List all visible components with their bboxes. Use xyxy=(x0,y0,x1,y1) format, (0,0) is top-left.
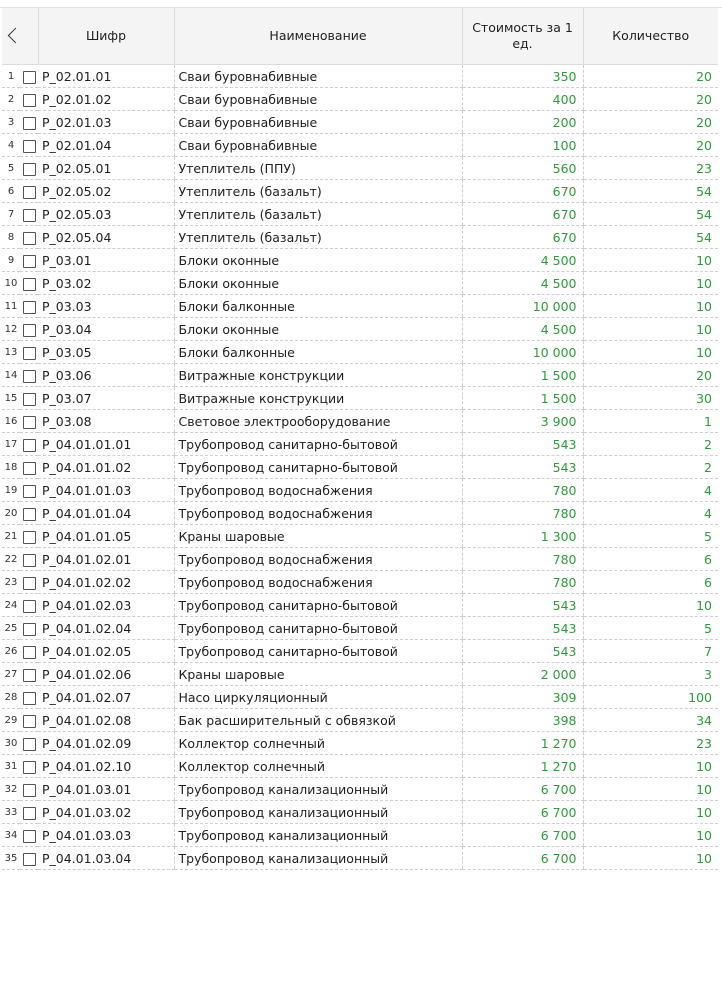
row-number: 17 xyxy=(2,433,20,456)
table-row[interactable] xyxy=(2,410,718,433)
cell-qty[interactable]: 100 xyxy=(583,686,718,709)
row-number: 12 xyxy=(2,318,20,341)
cell-code[interactable]: P_03.07 xyxy=(38,387,174,410)
row-number: 19 xyxy=(2,479,20,502)
cell-code[interactable]: P_04.01.02.09 xyxy=(38,732,174,755)
table-row[interactable] xyxy=(2,134,718,157)
row-number: 3 xyxy=(2,111,20,134)
cell-code[interactable]: P_03.06 xyxy=(38,364,174,387)
cell-price[interactable]: 400 xyxy=(462,88,583,111)
row-checkbox[interactable] xyxy=(23,600,36,613)
row-checkbox[interactable] xyxy=(23,370,36,383)
row-number: 15 xyxy=(2,387,20,410)
cell-qty[interactable]: 23 xyxy=(583,732,718,755)
table-row[interactable] xyxy=(2,226,718,249)
row-checkbox-cell[interactable] xyxy=(20,111,38,134)
cell-name[interactable]: Утеплитель (базальт) xyxy=(174,226,462,249)
table-row[interactable] xyxy=(2,157,718,180)
cell-code[interactable]: P_04.01.02.08 xyxy=(38,709,174,732)
cell-code[interactable]: P_04.01.01.01 xyxy=(38,433,174,456)
cell-code[interactable]: P_02.01.03 xyxy=(38,111,174,134)
row-checkbox-cell[interactable] xyxy=(20,272,38,295)
row-checkbox[interactable] xyxy=(23,140,36,153)
estimate-table xyxy=(2,8,718,870)
cell-name[interactable]: Трубопровод водоснабжения xyxy=(174,571,462,594)
row-number: 23 xyxy=(2,571,20,594)
table-row[interactable] xyxy=(2,640,718,663)
header-name[interactable]: Наименование xyxy=(174,8,462,65)
row-checkbox[interactable] xyxy=(23,485,36,498)
cell-name[interactable]: Световое электрооборудование xyxy=(174,410,462,433)
cell-price[interactable]: 780 xyxy=(462,502,583,525)
cell-qty[interactable]: 54 xyxy=(583,226,718,249)
cell-price[interactable]: 6 700 xyxy=(462,847,583,870)
cell-name[interactable]: Витражные конструкции xyxy=(174,364,462,387)
cell-qty[interactable]: 2 xyxy=(583,433,718,456)
cell-qty[interactable]: 54 xyxy=(583,203,718,226)
table-row[interactable] xyxy=(2,111,718,134)
cell-name[interactable]: Трубопровод канализационный xyxy=(174,824,462,847)
cell-qty[interactable]: 5 xyxy=(583,525,718,548)
cell-name[interactable]: Коллектор солнечный xyxy=(174,732,462,755)
cell-code[interactable]: P_04.01.02.06 xyxy=(38,663,174,686)
row-checkbox[interactable] xyxy=(23,278,36,291)
cell-qty[interactable]: 20 xyxy=(583,134,718,157)
cell-qty[interactable]: 6 xyxy=(583,548,718,571)
row-checkbox[interactable] xyxy=(23,692,36,705)
row-number: 21 xyxy=(2,525,20,548)
cell-price[interactable]: 780 xyxy=(462,479,583,502)
table-row[interactable] xyxy=(2,295,718,318)
row-number: 14 xyxy=(2,364,20,387)
row-number: 35 xyxy=(2,847,20,870)
row-number: 4 xyxy=(2,134,20,157)
cell-qty[interactable]: 34 xyxy=(583,709,718,732)
row-checkbox-cell[interactable] xyxy=(20,479,38,502)
cell-price[interactable]: 6 700 xyxy=(462,801,583,824)
cell-code[interactable]: P_04.01.01.05 xyxy=(38,525,174,548)
row-checkbox[interactable] xyxy=(23,163,36,176)
table-row[interactable] xyxy=(2,594,718,617)
cell-name[interactable]: Трубопровод канализационный xyxy=(174,778,462,801)
cell-price[interactable]: 1 300 xyxy=(462,525,583,548)
row-checkbox-cell[interactable] xyxy=(20,65,38,88)
row-checkbox[interactable] xyxy=(23,94,36,107)
row-number: 16 xyxy=(2,410,20,433)
table-row[interactable] xyxy=(2,801,718,824)
row-checkbox[interactable] xyxy=(23,531,36,544)
cell-price[interactable]: 543 xyxy=(462,640,583,663)
cell-code[interactable]: P_04.01.02.05 xyxy=(38,640,174,663)
row-checkbox[interactable] xyxy=(23,71,36,84)
cell-name[interactable]: Трубопровод санитарно-бытовой xyxy=(174,433,462,456)
table-row[interactable] xyxy=(2,318,718,341)
cell-code[interactable]: P_02.05.01 xyxy=(38,157,174,180)
cell-name[interactable]: Витражные конструкции xyxy=(174,387,462,410)
cell-price[interactable]: 6 700 xyxy=(462,778,583,801)
table-row[interactable] xyxy=(2,686,718,709)
cell-price[interactable]: 6 700 xyxy=(462,824,583,847)
cell-code[interactable]: P_04.01.01.02 xyxy=(38,456,174,479)
cell-price[interactable]: 398 xyxy=(462,709,583,732)
cell-code[interactable]: P_03.01 xyxy=(38,249,174,272)
row-checkbox-cell[interactable] xyxy=(20,640,38,663)
cell-qty[interactable]: 5 xyxy=(583,617,718,640)
row-checkbox[interactable] xyxy=(23,186,36,199)
cell-name[interactable]: Трубопровод водоснабжения xyxy=(174,502,462,525)
cell-price[interactable]: 100 xyxy=(462,134,583,157)
table-row[interactable] xyxy=(2,571,718,594)
row-number: 8 xyxy=(2,226,20,249)
cell-code[interactable]: P_04.01.02.10 xyxy=(38,755,174,778)
cell-name[interactable]: Бак расширительный с обвязкой xyxy=(174,709,462,732)
cell-qty[interactable]: 10 xyxy=(583,778,718,801)
row-number: 6 xyxy=(2,180,20,203)
cell-price[interactable]: 350 xyxy=(462,65,583,88)
cell-code[interactable]: P_04.01.02.02 xyxy=(38,571,174,594)
cell-name[interactable]: Трубопровод санитарно-бытовой xyxy=(174,617,462,640)
cell-price[interactable]: 10 000 xyxy=(462,341,583,364)
header-price[interactable]: Стоимость за 1 ед. xyxy=(462,8,583,65)
row-checkbox-cell[interactable] xyxy=(20,387,38,410)
row-checkbox[interactable] xyxy=(23,853,36,866)
row-number: 10 xyxy=(2,272,20,295)
cell-name[interactable]: Сваи буровнабивные xyxy=(174,111,462,134)
chevron-left-icon[interactable] xyxy=(8,27,24,43)
row-number: 9 xyxy=(2,249,20,272)
cell-name[interactable]: Блоки оконные xyxy=(174,272,462,295)
cell-qty[interactable]: 6 xyxy=(583,571,718,594)
row-number: 13 xyxy=(2,341,20,364)
row-checkbox[interactable] xyxy=(23,347,36,360)
table-row[interactable] xyxy=(2,778,718,801)
row-checkbox-cell[interactable] xyxy=(20,433,38,456)
cell-name[interactable]: Трубопровод водоснабжения xyxy=(174,479,462,502)
cell-price[interactable]: 1 270 xyxy=(462,755,583,778)
cell-price[interactable]: 2 000 xyxy=(462,663,583,686)
row-checkbox-cell[interactable] xyxy=(20,732,38,755)
cell-price[interactable]: 543 xyxy=(462,433,583,456)
row-checkbox[interactable] xyxy=(23,738,36,751)
row-checkbox-cell[interactable] xyxy=(20,847,38,870)
cell-code[interactable]: P_04.01.02.04 xyxy=(38,617,174,640)
cell-price[interactable]: 560 xyxy=(462,157,583,180)
table-row[interactable] xyxy=(2,65,718,88)
row-number: 20 xyxy=(2,502,20,525)
cell-name[interactable]: Краны шаровые xyxy=(174,525,462,548)
row-checkbox[interactable] xyxy=(23,209,36,222)
row-checkbox-cell[interactable] xyxy=(20,801,38,824)
cell-qty[interactable]: 1 xyxy=(583,410,718,433)
cell-name[interactable]: Коллектор солнечный xyxy=(174,755,462,778)
cell-price[interactable]: 780 xyxy=(462,571,583,594)
cell-price[interactable]: 1 500 xyxy=(462,364,583,387)
cell-code[interactable]: P_04.01.02.07 xyxy=(38,686,174,709)
table-row[interactable] xyxy=(2,249,718,272)
cell-price[interactable]: 543 xyxy=(462,456,583,479)
table-row[interactable] xyxy=(2,502,718,525)
cell-code[interactable]: P_03.05 xyxy=(38,341,174,364)
row-checkbox-cell[interactable] xyxy=(20,571,38,594)
cell-price[interactable]: 670 xyxy=(462,226,583,249)
back-cell xyxy=(2,8,38,65)
table-row[interactable] xyxy=(2,847,718,870)
cell-code[interactable]: P_02.01.02 xyxy=(38,88,174,111)
row-checkbox[interactable] xyxy=(23,117,36,130)
cell-price[interactable]: 670 xyxy=(462,180,583,203)
row-checkbox-cell[interactable] xyxy=(20,456,38,479)
cell-price[interactable]: 4 500 xyxy=(462,318,583,341)
table-row[interactable] xyxy=(2,456,718,479)
row-number: 18 xyxy=(2,456,20,479)
cell-code[interactable]: P_03.02 xyxy=(38,272,174,295)
row-number: 2 xyxy=(2,88,20,111)
row-number: 28 xyxy=(2,686,20,709)
table-row[interactable] xyxy=(2,433,718,456)
row-number: 11 xyxy=(2,295,20,318)
cell-name[interactable]: Сваи буровнабивные xyxy=(174,65,462,88)
table-row[interactable] xyxy=(2,617,718,640)
row-number: 29 xyxy=(2,709,20,732)
cell-qty[interactable]: 10 xyxy=(583,755,718,778)
cell-name[interactable]: Блоки оконные xyxy=(174,318,462,341)
cell-code[interactable]: P_04.01.02.03 xyxy=(38,594,174,617)
row-checkbox-cell[interactable] xyxy=(20,88,38,111)
cell-code[interactable]: P_04.01.03.01 xyxy=(38,778,174,801)
row-number: 7 xyxy=(2,203,20,226)
cell-code[interactable]: P_04.01.01.04 xyxy=(38,502,174,525)
cell-code[interactable]: P_04.01.01.03 xyxy=(38,479,174,502)
cell-qty[interactable]: 20 xyxy=(583,111,718,134)
cell-qty[interactable]: 10 xyxy=(583,824,718,847)
row-checkbox[interactable] xyxy=(23,416,36,429)
row-checkbox-cell[interactable] xyxy=(20,249,38,272)
cell-price[interactable]: 4 500 xyxy=(462,249,583,272)
row-checkbox[interactable] xyxy=(23,623,36,636)
row-checkbox[interactable] xyxy=(23,646,36,659)
cell-price[interactable]: 1 500 xyxy=(462,387,583,410)
cell-name[interactable]: Трубопровод канализационный xyxy=(174,847,462,870)
cell-code[interactable]: P_03.04 xyxy=(38,318,174,341)
table-body xyxy=(2,65,718,870)
row-checkbox-cell[interactable] xyxy=(20,364,38,387)
cell-code[interactable]: P_02.05.04 xyxy=(38,226,174,249)
cell-code[interactable]: P_02.01.01 xyxy=(38,65,174,88)
cell-qty[interactable]: 10 xyxy=(583,801,718,824)
cell-price[interactable]: 543 xyxy=(462,594,583,617)
cell-name[interactable]: Блоки балконные xyxy=(174,341,462,364)
row-checkbox-cell[interactable] xyxy=(20,226,38,249)
row-checkbox-cell[interactable] xyxy=(20,134,38,157)
cell-qty[interactable]: 20 xyxy=(583,88,718,111)
row-checkbox[interactable] xyxy=(23,301,36,314)
cell-qty[interactable]: 10 xyxy=(583,249,718,272)
row-number: 33 xyxy=(2,801,20,824)
row-checkbox-cell[interactable] xyxy=(20,548,38,571)
cell-code[interactable]: P_04.01.03.04 xyxy=(38,847,174,870)
table-row[interactable] xyxy=(2,732,718,755)
cell-qty[interactable]: 20 xyxy=(583,65,718,88)
cell-qty[interactable]: 10 xyxy=(583,295,718,318)
cell-code[interactable]: P_03.08 xyxy=(38,410,174,433)
row-checkbox-cell[interactable] xyxy=(20,410,38,433)
cell-name[interactable]: Сваи буровнабивные xyxy=(174,134,462,157)
row-checkbox-cell[interactable] xyxy=(20,709,38,732)
table-row[interactable] xyxy=(2,548,718,571)
row-checkbox-cell[interactable] xyxy=(20,663,38,686)
row-checkbox[interactable] xyxy=(23,784,36,797)
row-number: 26 xyxy=(2,640,20,663)
row-checkbox[interactable] xyxy=(23,715,36,728)
cell-code[interactable]: P_04.01.02.01 xyxy=(38,548,174,571)
cell-name[interactable]: Насо циркуляционный xyxy=(174,686,462,709)
row-checkbox[interactable] xyxy=(23,554,36,567)
cell-qty[interactable]: 10 xyxy=(583,341,718,364)
cell-price[interactable]: 4 500 xyxy=(462,272,583,295)
table-row[interactable] xyxy=(2,203,718,226)
cell-qty[interactable]: 7 xyxy=(583,640,718,663)
cell-name[interactable]: Блоки оконные xyxy=(174,249,462,272)
row-number: 24 xyxy=(2,594,20,617)
table-row[interactable] xyxy=(2,709,718,732)
row-checkbox[interactable] xyxy=(23,232,36,245)
cell-qty[interactable]: 10 xyxy=(583,318,718,341)
cell-qty[interactable]: 23 xyxy=(583,157,718,180)
table-row[interactable] xyxy=(2,180,718,203)
row-checkbox[interactable] xyxy=(23,830,36,843)
cell-qty[interactable]: 10 xyxy=(583,847,718,870)
row-checkbox[interactable] xyxy=(23,577,36,590)
cell-name[interactable]: Краны шаровые xyxy=(174,663,462,686)
row-checkbox[interactable] xyxy=(23,508,36,521)
table-row[interactable] xyxy=(2,341,718,364)
row-checkbox-cell[interactable] xyxy=(20,341,38,364)
table-row[interactable] xyxy=(2,824,718,847)
cell-name[interactable]: Утеплитель (базальт) xyxy=(174,203,462,226)
table-row[interactable] xyxy=(2,272,718,295)
cell-code[interactable]: P_02.05.02 xyxy=(38,180,174,203)
cell-price[interactable]: 10 000 xyxy=(462,295,583,318)
cell-price[interactable]: 543 xyxy=(462,617,583,640)
row-number: 5 xyxy=(2,157,20,180)
row-number: 1 xyxy=(2,65,20,88)
table-row[interactable] xyxy=(2,88,718,111)
cell-name[interactable]: Трубопровод канализационный xyxy=(174,801,462,824)
cell-qty[interactable]: 30 xyxy=(583,387,718,410)
cell-qty[interactable]: 20 xyxy=(583,364,718,387)
cell-price[interactable]: 309 xyxy=(462,686,583,709)
header-code[interactable]: Шифр xyxy=(38,8,174,65)
cell-code[interactable]: P_03.03 xyxy=(38,295,174,318)
cell-qty[interactable]: 4 xyxy=(583,479,718,502)
cell-code[interactable]: P_02.01.04 xyxy=(38,134,174,157)
cell-price[interactable]: 200 xyxy=(462,111,583,134)
cell-name[interactable]: Блоки балконные xyxy=(174,295,462,318)
cell-price[interactable]: 670 xyxy=(462,203,583,226)
cell-qty[interactable]: 10 xyxy=(583,594,718,617)
row-checkbox-cell[interactable] xyxy=(20,525,38,548)
header-row xyxy=(2,8,718,65)
cell-price[interactable]: 780 xyxy=(462,548,583,571)
table-row[interactable] xyxy=(2,364,718,387)
row-checkbox[interactable] xyxy=(23,669,36,682)
table-row[interactable] xyxy=(2,755,718,778)
row-checkbox[interactable] xyxy=(23,761,36,774)
row-checkbox[interactable] xyxy=(23,255,36,268)
row-checkbox-cell[interactable] xyxy=(20,157,38,180)
cell-price[interactable]: 3 900 xyxy=(462,410,583,433)
cell-price[interactable]: 1 270 xyxy=(462,732,583,755)
cell-code[interactable]: P_04.01.03.03 xyxy=(38,824,174,847)
row-checkbox-cell[interactable] xyxy=(20,824,38,847)
row-checkbox-cell[interactable] xyxy=(20,203,38,226)
row-checkbox[interactable] xyxy=(23,324,36,337)
cell-qty[interactable]: 4 xyxy=(583,502,718,525)
row-checkbox-cell[interactable] xyxy=(20,180,38,203)
row-checkbox-cell[interactable] xyxy=(20,755,38,778)
cell-qty[interactable]: 10 xyxy=(583,272,718,295)
header-qty[interactable]: Количество xyxy=(583,8,718,65)
row-checkbox-cell[interactable] xyxy=(20,686,38,709)
cell-name[interactable]: Трубопровод санитарно-бытовой xyxy=(174,456,462,479)
row-checkbox-cell[interactable] xyxy=(20,594,38,617)
row-checkbox-cell[interactable] xyxy=(20,617,38,640)
cell-name[interactable]: Сваи буровнабивные xyxy=(174,88,462,111)
row-checkbox[interactable] xyxy=(23,393,36,406)
cell-code[interactable]: P_02.05.03 xyxy=(38,203,174,226)
table-row[interactable] xyxy=(2,479,718,502)
row-checkbox-cell[interactable] xyxy=(20,502,38,525)
cell-qty[interactable]: 54 xyxy=(583,180,718,203)
row-number: 32 xyxy=(2,778,20,801)
cell-name[interactable]: Утеплитель (ППУ) xyxy=(174,157,462,180)
top-divider xyxy=(0,0,722,8)
row-number: 31 xyxy=(2,755,20,778)
row-number: 34 xyxy=(2,824,20,847)
cell-qty[interactable]: 3 xyxy=(583,663,718,686)
row-number: 27 xyxy=(2,663,20,686)
row-checkbox-cell[interactable] xyxy=(20,778,38,801)
row-number: 22 xyxy=(2,548,20,571)
row-number: 25 xyxy=(2,617,20,640)
cell-name[interactable]: Трубопровод водоснабжения xyxy=(174,548,462,571)
cell-name[interactable]: Трубопровод санитарно-бытовой xyxy=(174,640,462,663)
row-number: 30 xyxy=(2,732,20,755)
table-row[interactable] xyxy=(2,525,718,548)
cell-name[interactable]: Трубопровод санитарно-бытовой xyxy=(174,594,462,617)
row-checkbox[interactable] xyxy=(23,807,36,820)
table-row[interactable] xyxy=(2,387,718,410)
row-checkbox[interactable] xyxy=(23,462,36,475)
row-checkbox[interactable] xyxy=(23,439,36,452)
cell-code[interactable]: P_04.01.03.02 xyxy=(38,801,174,824)
row-checkbox-cell[interactable] xyxy=(20,295,38,318)
table-row[interactable] xyxy=(2,663,718,686)
cell-qty[interactable]: 2 xyxy=(583,456,718,479)
cell-name[interactable]: Утеплитель (базальт) xyxy=(174,180,462,203)
row-checkbox-cell[interactable] xyxy=(20,318,38,341)
